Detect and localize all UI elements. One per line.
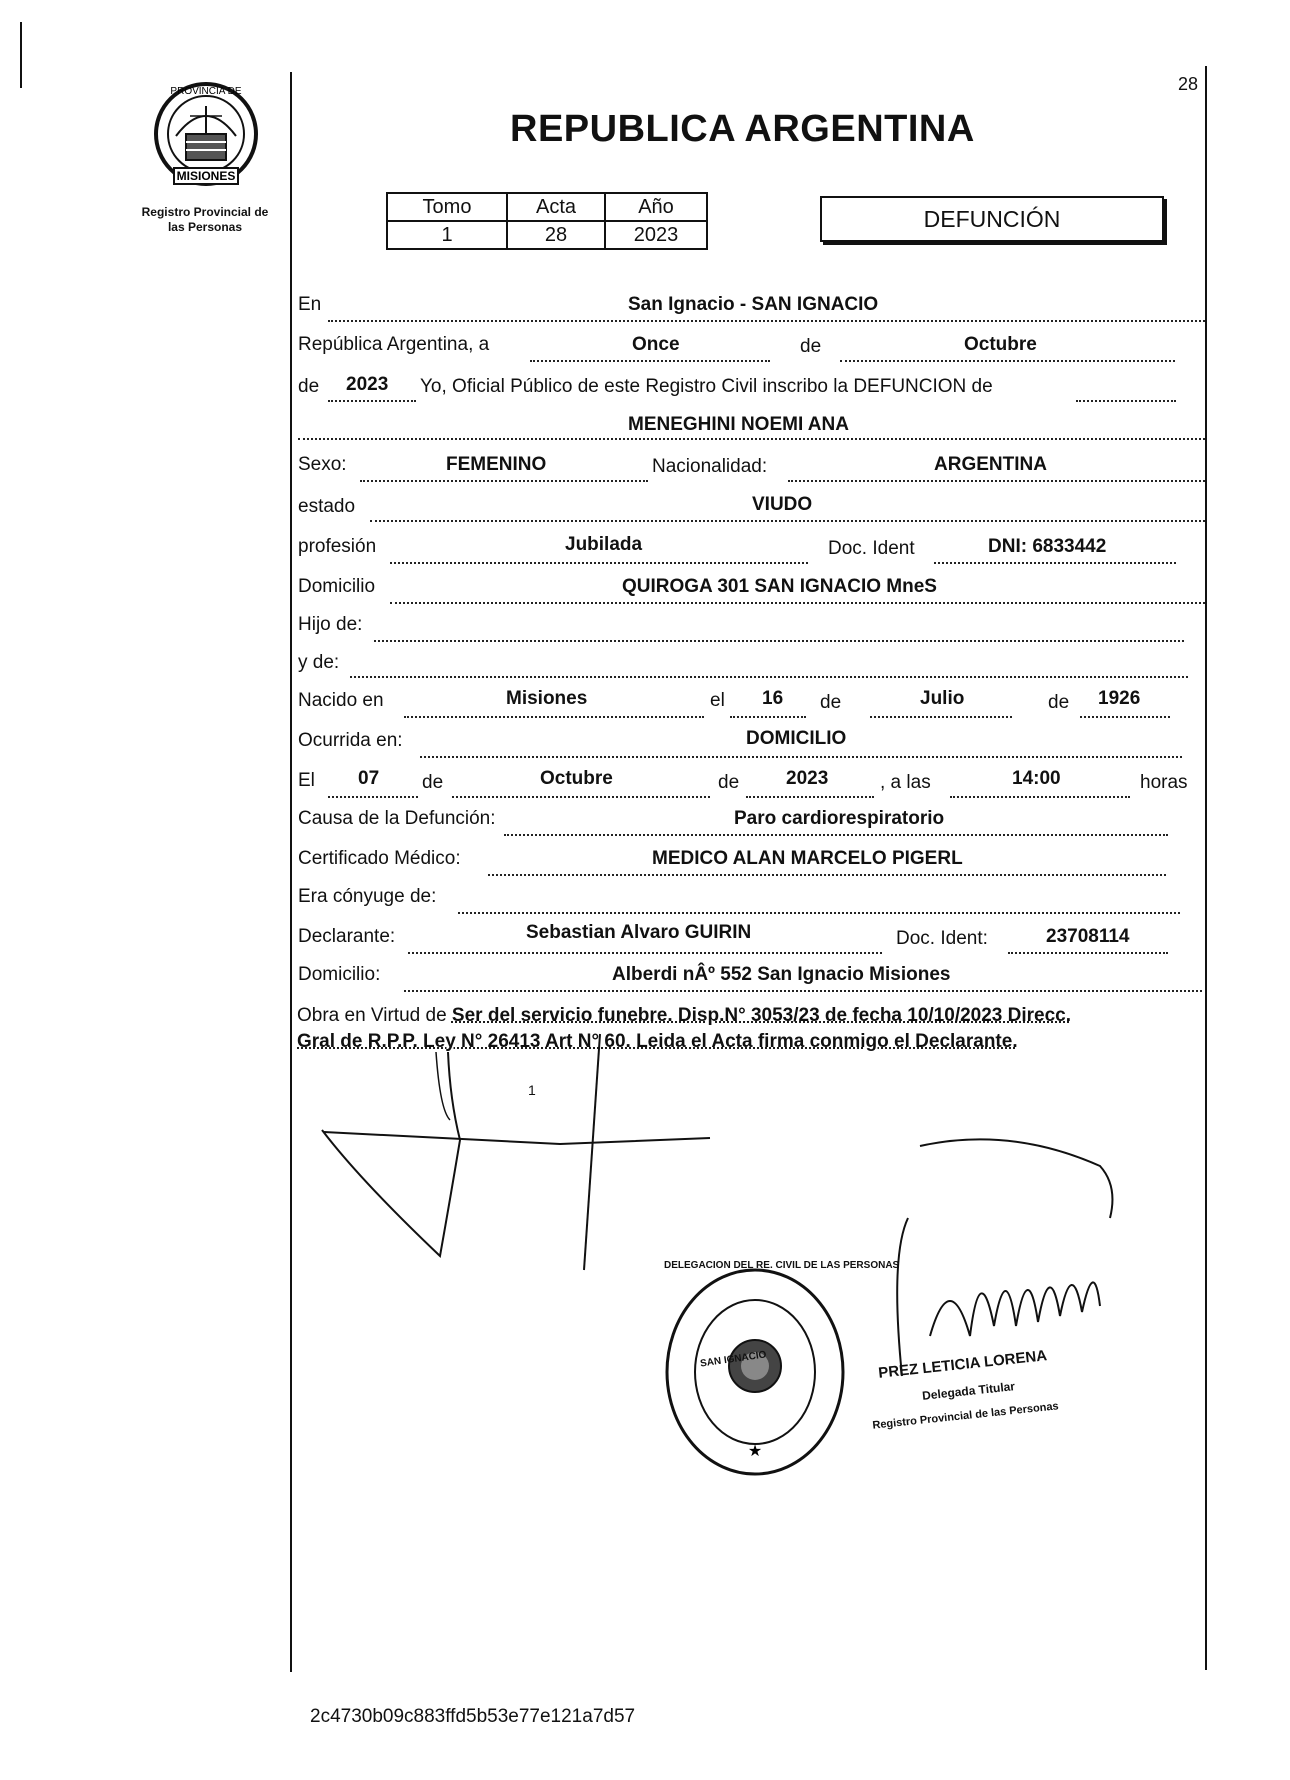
declarante-label: Declarante: (298, 926, 396, 947)
province-seal-logo (150, 76, 262, 192)
certificado-label: Certificado Médico: (298, 848, 461, 869)
oficial-text: Yo, Oficial Público de este Registro Civil inscribo la DEFUNCION de (420, 376, 993, 397)
rule (350, 676, 1188, 678)
rule (408, 952, 882, 954)
rule (360, 480, 648, 482)
rule (420, 756, 1182, 758)
estado-value: VIUDO (752, 494, 813, 515)
official-signature (860, 1126, 1120, 1386)
obra-label: Obra en Virtud de (297, 1005, 447, 1026)
declarant-signature (300, 1030, 720, 1290)
alas-label: , a las (880, 772, 931, 793)
tomo-value: 1 (387, 221, 507, 249)
republica-label: República Argentina, a (298, 334, 490, 355)
domicilio-label: Domicilio (298, 576, 376, 597)
def-hora-value: 14:00 (1012, 768, 1061, 789)
rule (950, 796, 1130, 798)
rule (390, 562, 808, 564)
nacido-label: Nacido en (298, 690, 384, 711)
rule (458, 912, 1180, 914)
rule (870, 716, 1012, 718)
rule (370, 520, 1205, 522)
registry-name (125, 205, 285, 235)
rule (730, 716, 806, 718)
rule (840, 360, 1175, 362)
tomo-acta-anio-table (386, 192, 708, 250)
de-year-label: de (298, 376, 320, 397)
right-frame-line (1205, 66, 1207, 1670)
rule (488, 874, 1166, 876)
nac-de-label: de (820, 692, 842, 713)
estado-label: estado (298, 496, 356, 517)
rule (390, 602, 1205, 604)
nacionalidad-value: ARGENTINA (934, 454, 1047, 475)
official-title: Delegada Titular (921, 1379, 1016, 1403)
anio-header: Año (605, 193, 707, 221)
decl-domicilio-label: Domicilio: (298, 964, 381, 985)
rule (788, 480, 1205, 482)
page-number: 28 (1178, 74, 1199, 94)
ocurrida-value: DOMICILIO (746, 728, 847, 749)
mark-one: 1 (528, 1082, 536, 1098)
profesion-label: profesión (298, 536, 377, 557)
nacionalidad-label: Nacionalidad: (652, 456, 768, 477)
acta-header: Acta (507, 193, 605, 221)
rule (530, 360, 770, 362)
nac-anio-value: 1926 (1098, 688, 1141, 709)
left-frame-line (290, 72, 292, 1672)
el-cap-label: El (298, 770, 315, 791)
causa-label: Causa de la Defunción: (298, 808, 496, 829)
year-value: 2023 (346, 374, 389, 395)
nacido-lugar-value: Misiones (506, 688, 588, 709)
sexo-label: Sexo: (298, 454, 347, 475)
decl-doc-label: Doc. Ident: (896, 928, 988, 949)
causa-value: Paro cardiorespiratorio (734, 808, 945, 829)
rule (504, 834, 1168, 836)
rule (1008, 952, 1168, 954)
document-hash: 2c4730b09c883ffd5b53e77e121a7d57 (310, 1706, 636, 1727)
seal-top-text: PROVINCIA DE (170, 86, 242, 97)
tomo-header: Tomo (387, 193, 507, 221)
conyuge-label: Era cónyuge de: (298, 886, 437, 907)
place-value: San Ignacio - SAN IGNACIO (628, 294, 879, 315)
official-name: PREZ LETICIA LORENA (877, 1347, 1048, 1382)
official-stamp (662, 1266, 848, 1478)
obra-text-line1: Ser del servicio funebre. Disp.N° 3053/23 de fecha 10/10/2023 Direcc. (451, 1005, 1072, 1026)
rule (328, 796, 418, 798)
registry-line1: Registro Provincial de (141, 205, 269, 219)
anio-value: 2023 (605, 221, 707, 249)
rule (404, 990, 1202, 992)
stamp-center-text: SAN IGNACIO (699, 1349, 768, 1370)
day-text-value: Once (632, 334, 680, 355)
def-anio-value: 2023 (786, 768, 829, 789)
seal-bottom-text: MISIONES (176, 169, 236, 183)
month-value: Octubre (964, 334, 1037, 355)
def-dia-value: 07 (358, 768, 380, 789)
decl-domicilio-value: Alberdi nÂº 552 San Ignacio Misiones (612, 964, 951, 985)
declarante-value: Sebastian Alvaro GUIRIN (526, 922, 752, 943)
rule (1080, 716, 1170, 718)
registry-line2: las Personas (167, 220, 243, 234)
svg-text:★: ★ (747, 1443, 763, 1460)
doc-ident-value: DNI: 6833442 (988, 536, 1107, 557)
acta-value: 28 (507, 221, 605, 249)
obra-text-line2: Gral de R.P.P. Ley N° 26413 Art N° 60. Leida el Acta firma conmigo el Declarante. (297, 1031, 1018, 1052)
rule (298, 438, 1205, 440)
def-de-label: de (422, 772, 444, 793)
rule (452, 796, 710, 798)
de-label: de (800, 336, 822, 357)
doc-ident-label: Doc. Ident (828, 538, 915, 559)
nac-de2-label: de (1048, 692, 1070, 713)
rule (1076, 400, 1176, 402)
rule (328, 320, 1205, 322)
stamp-ring-text: DELEGACION DEL RE. CIVIL DE LAS PERSONAS (664, 1260, 900, 1271)
domicilio-value: QUIROGA 301 SAN IGNACIO MneS (622, 576, 937, 597)
decl-doc-value: 23708114 (1046, 926, 1130, 947)
rule (328, 400, 416, 402)
nac-dia-value: 16 (762, 688, 784, 709)
el-label: el (710, 690, 725, 711)
rule (404, 716, 704, 718)
sexo-value: FEMENINO (446, 454, 547, 475)
horas-label: horas (1140, 772, 1188, 793)
rule (746, 796, 874, 798)
def-mes-value: Octubre (540, 768, 613, 789)
deceased-name: MENEGHINI NOEMI ANA (628, 414, 849, 435)
hijo-label: Hijo de: (298, 614, 363, 635)
official-org: Registro Provincial de las Personas (871, 1400, 1060, 1432)
left-margin-mark (20, 22, 22, 88)
profesion-value: Jubilada (565, 534, 643, 555)
certificado-value: MEDICO ALAN MARCELO PIGERL (652, 848, 963, 869)
rule (934, 562, 1176, 564)
document-type-box: DEFUNCIÓN (820, 196, 1164, 242)
ocurrida-label: Ocurrida en: (298, 730, 403, 751)
rule (374, 640, 1184, 642)
def-de2-label: de (718, 772, 740, 793)
page-title: REPUBLICA ARGENTINA (510, 108, 975, 150)
nac-mes-value: Julio (920, 688, 965, 709)
en-label: En (298, 294, 322, 315)
yde-label: y de: (298, 652, 340, 673)
